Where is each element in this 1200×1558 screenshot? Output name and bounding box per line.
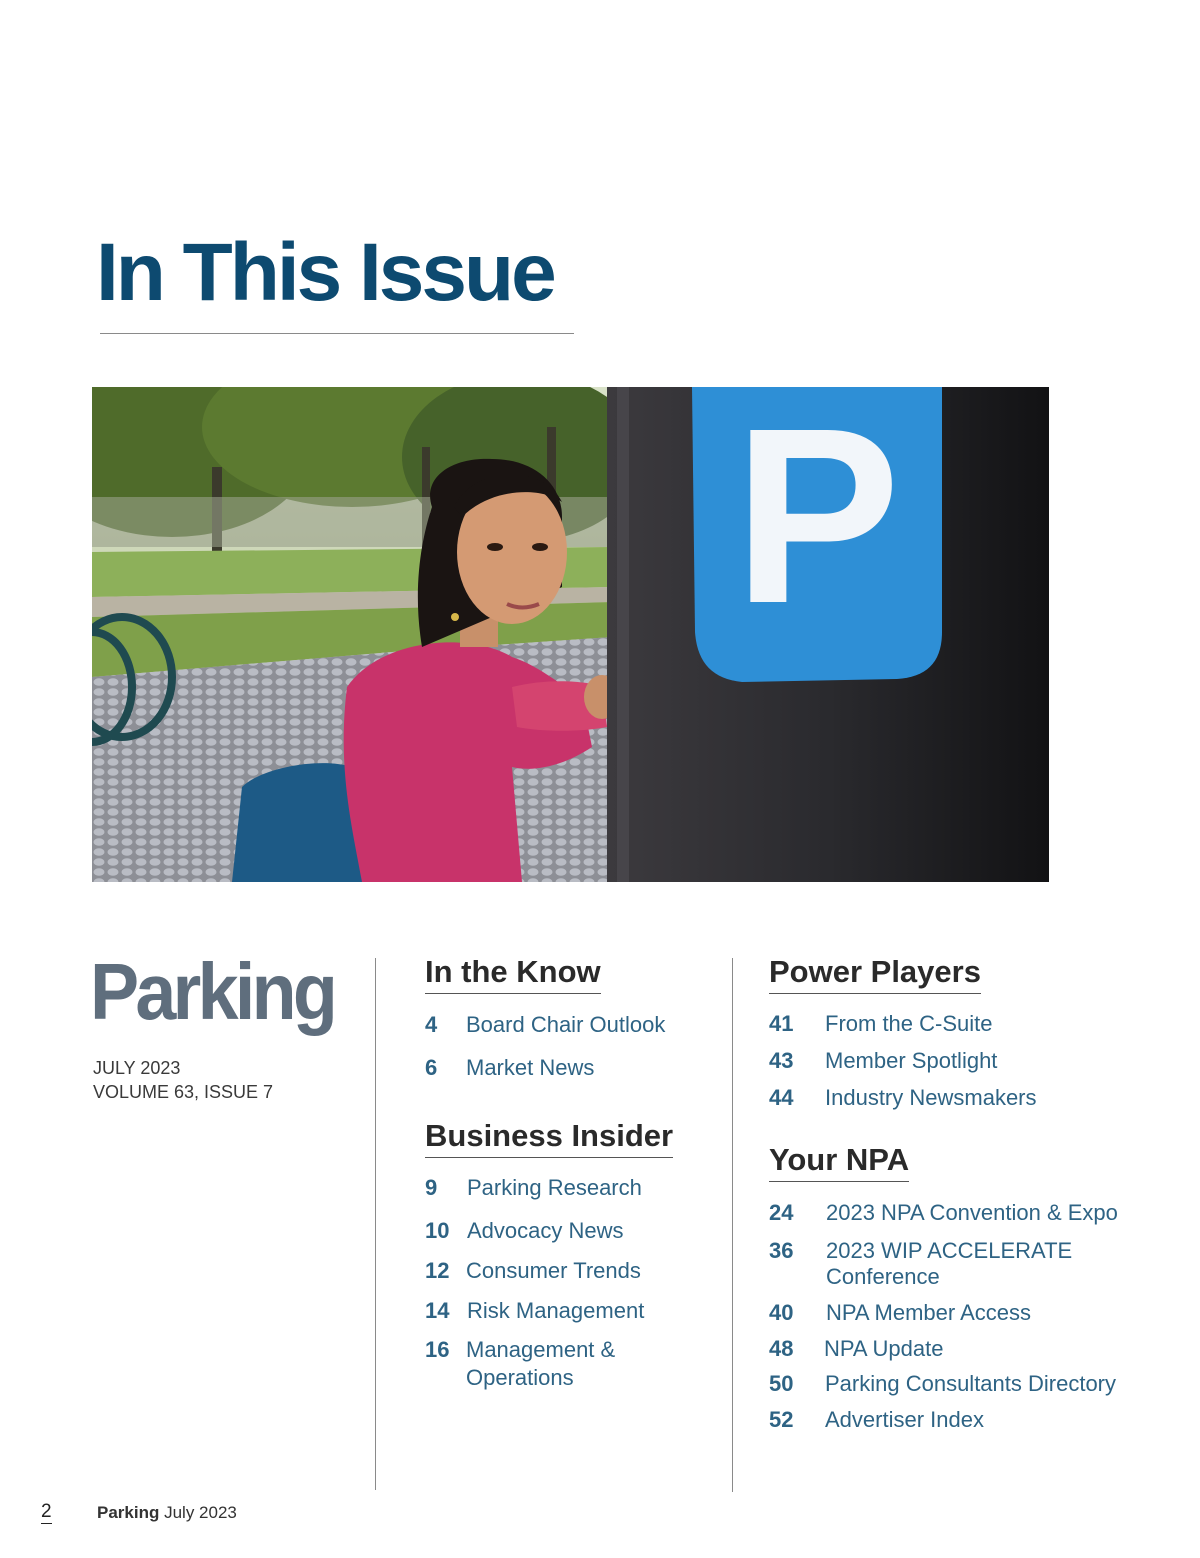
toc-entry[interactable] xyxy=(425,1055,725,1081)
toc-page-number: 40 xyxy=(769,1300,794,1325)
toc-entry[interactable] xyxy=(769,1085,1149,1111)
toc-entry[interactable] xyxy=(425,1337,725,1391)
toc-entry[interactable] xyxy=(769,1048,1149,1074)
toc-page-number: 4 xyxy=(425,1012,438,1037)
toc-page-number: 44 xyxy=(769,1085,794,1110)
toc-label: Industry Newsmakers xyxy=(825,1085,1037,1110)
issue-info xyxy=(93,1056,273,1104)
brand-logo: Parking xyxy=(90,947,335,1036)
section-heading-your-npa: Your NPA xyxy=(769,1144,909,1182)
toc-label: 2023 NPA Convention & Expo xyxy=(826,1200,1118,1225)
toc-entry[interactable] xyxy=(769,1200,1169,1226)
toc-label: Parking Research xyxy=(467,1175,642,1200)
cover-photo xyxy=(92,387,1049,882)
toc-page-number: 43 xyxy=(769,1048,794,1073)
toc-page-number: 16 xyxy=(425,1337,450,1362)
toc-page-number: 48 xyxy=(769,1336,794,1361)
column-divider-left xyxy=(375,958,376,1490)
toc-label: Board Chair Outlook xyxy=(466,1012,666,1037)
column-divider-right xyxy=(732,958,733,1492)
svg-text:P: P xyxy=(733,387,901,655)
toc-entry[interactable] xyxy=(425,1218,725,1244)
toc-label: Advocacy News xyxy=(467,1218,624,1243)
toc-page-number: 14 xyxy=(425,1298,450,1323)
toc-label: Risk Management xyxy=(467,1298,645,1323)
toc-label-continued: Operations xyxy=(466,1365,574,1390)
running-footer xyxy=(97,1503,237,1523)
toc-label-continued: Conference xyxy=(826,1264,940,1289)
toc-entry[interactable] xyxy=(769,1011,1149,1037)
toc-entry[interactable] xyxy=(425,1258,725,1284)
toc-page-number: 10 xyxy=(425,1218,450,1243)
issue-date: JULY 2023 xyxy=(93,1058,181,1078)
toc-page-number: 24 xyxy=(769,1200,794,1225)
toc-entry[interactable] xyxy=(425,1012,725,1038)
section-heading-business-insider: Business Insider xyxy=(425,1120,673,1158)
toc-page-number: 12 xyxy=(425,1258,450,1283)
toc-label: Member Spotlight xyxy=(825,1048,998,1073)
toc-label: From the C-Suite xyxy=(825,1011,993,1036)
section-heading-power-players: Power Players xyxy=(769,956,981,994)
toc-label: Advertiser Index xyxy=(825,1407,984,1432)
toc-entry[interactable] xyxy=(425,1175,725,1201)
toc-entry[interactable] xyxy=(769,1300,1169,1326)
parking-sign-icon xyxy=(692,387,942,682)
page-number: 2 xyxy=(41,1501,52,1522)
toc-label: Consumer Trends xyxy=(466,1258,641,1283)
toc-page-number: 6 xyxy=(425,1055,438,1080)
footer-publication: Parking xyxy=(97,1503,160,1522)
toc-page-number: 41 xyxy=(769,1011,794,1036)
toc-label: NPA Update xyxy=(824,1336,944,1361)
toc-entry[interactable] xyxy=(769,1407,1169,1433)
toc-page-number: 50 xyxy=(769,1371,794,1396)
toc-entry[interactable] xyxy=(769,1238,1169,1292)
page-title: In This Issue xyxy=(96,227,554,318)
toc-label: 2023 WIP ACCELERATE xyxy=(826,1238,1073,1263)
toc-label: Parking Consultants Directory xyxy=(825,1371,1117,1396)
toc-entry[interactable] xyxy=(769,1371,1169,1397)
toc-label: NPA Member Access xyxy=(826,1300,1031,1325)
footer-date: July 2023 xyxy=(164,1503,237,1522)
toc-page-number: 52 xyxy=(769,1407,794,1432)
issue-volume: VOLUME 63, ISSUE 7 xyxy=(93,1082,274,1102)
toc-label: Management & xyxy=(466,1337,616,1362)
toc-label: Market News xyxy=(466,1055,595,1080)
title-underline xyxy=(100,333,574,334)
toc-entry[interactable] xyxy=(769,1336,1169,1362)
toc-page-number: 9 xyxy=(425,1175,438,1200)
toc-page-number: 36 xyxy=(769,1238,794,1263)
section-heading-in-the-know: In the Know xyxy=(425,956,601,994)
toc-entry[interactable] xyxy=(425,1298,725,1324)
